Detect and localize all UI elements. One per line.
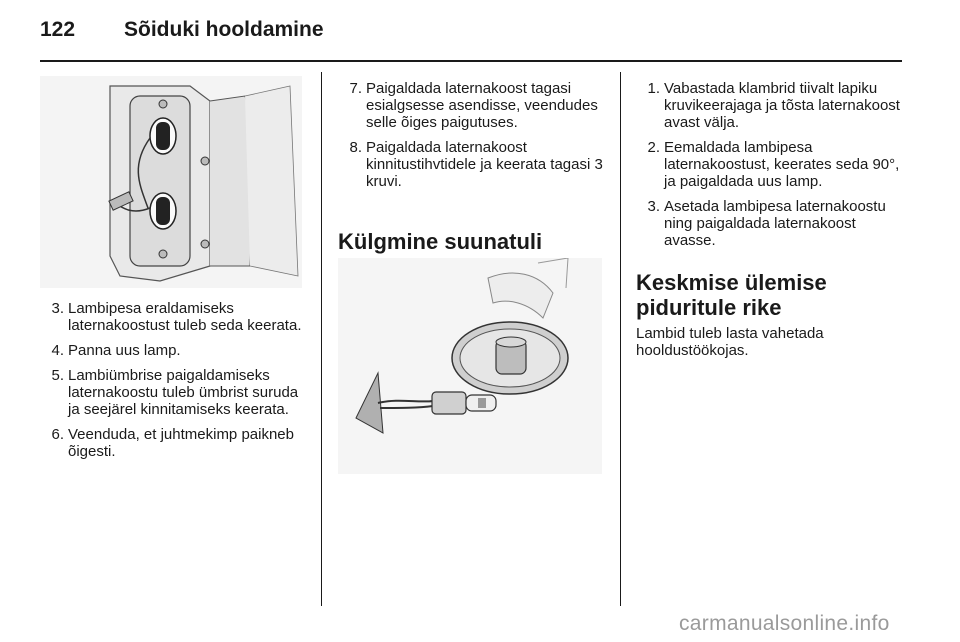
list-item: 4. Panna uus lamp. [51, 342, 181, 359]
watermark: carmanualsonline.info [679, 612, 890, 635]
page-number: 122 [40, 18, 76, 41]
list-item: 6. Veenduda, et juhtmekimp paikneb õigesti. [51, 426, 294, 460]
rear-lamp-illustration [40, 76, 302, 288]
section-heading-side-indicator: Külgmine suunatuli [338, 229, 543, 254]
column1-steps [40, 300, 302, 468]
column3-steps [636, 80, 908, 257]
page-title: Sõiduki hooldamine [124, 18, 324, 41]
list-item: 3. Asetada lambipesa laternakoostu ning paigaldada laternakoost avasse. [647, 198, 886, 249]
column2-steps [338, 80, 610, 198]
rear-lamp-drawing [40, 76, 302, 288]
side-indicator-illustration [338, 258, 602, 474]
page-header [40, 18, 324, 48]
section-heading-brake-light: Keskmise ülemise piduritule rike [636, 270, 827, 320]
list-item: 1. Vabastada klambrid tiivalt lapiku kruvikeerajaga ja tõsta laternakoost avast välja. [647, 80, 900, 131]
list-item: 8. Paigaldada laternakoost kinnitustihvtidele ja keerata tagasi 3 kruvi. [349, 139, 603, 190]
side-indicator-drawing [338, 258, 602, 474]
list-item: 2. Eemaldada lambipesa laternakoostust, keerates seda 90°, ja paigaldada uus lamp. [647, 139, 900, 190]
column-divider-left [321, 72, 322, 606]
list-item: 3. Lambipesa eraldamiseks laternakoostust tuleb seda keerata. [51, 300, 302, 334]
header-rule [40, 60, 902, 62]
list-item: 7. Paigaldada laternakoost tagasi esialgsesse asendisse, veendudes selle õiges paigutuses. [349, 80, 598, 131]
column-divider-right [620, 72, 621, 606]
list-item: 5. Lambiümbrise paigaldamiseks laternakoostu tuleb ümbrist suruda ja seejärel kinnitamiseks keerata. [51, 367, 299, 418]
brake-light-text: Lambid tuleb lasta vahetada hooldustöökojas. [636, 325, 824, 359]
